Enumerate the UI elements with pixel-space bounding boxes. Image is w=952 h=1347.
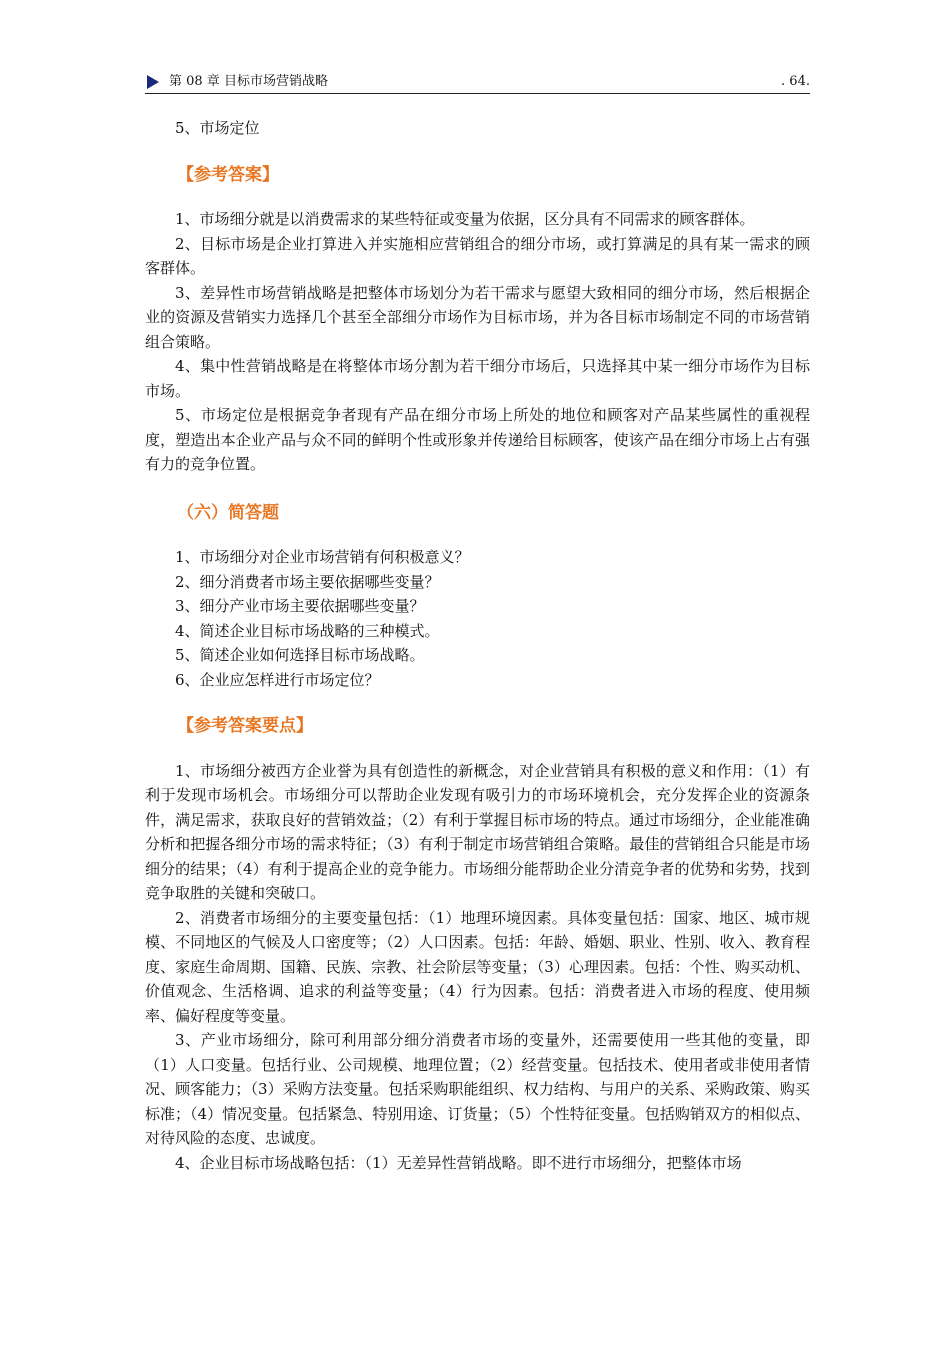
answer-paragraph: 3、差异性市场营销战略是把整体市场划分为若干需求与愿望大致相同的细分市场，然后根据企业的资源及营销实力选择几个甚至全部细分市场作为目标市场，并为各目标市场制定不同的市场营销组合策略。 [145, 283, 810, 351]
chapter-title: 第 08 章 目标市场营销战略 [169, 74, 328, 89]
answer-point-paragraph: 1、市场细分被西方企业誉为具有创造性的新概念，对企业营销具有积极的意义和作用：（1）有利于发现市场机会。市场细分可以帮助企业发现有吸引力的市场环境机会，充分发挥企业的资源条件，满足需求，获取良好的营销效益；（2）有利于掌握目标市场的特点。通过市场细分，企业能准确分析和把握各细分市场的需求特征；（3）有利于制定市场营销组合策略。最佳的营销组合只能是市场细分的结果；（4）有利于提高企业的竞争能力。市场细分能帮助企业分清竞争者的优势和劣势，找到竞争取胜的关键和突破口。 [145, 761, 810, 902]
top-item: 5、市场定位 [175, 119, 260, 137]
answer-point-paragraph: 4、企业目标市场战略包括：（1）无差异性营销战略。即不进行市场细分，把整体市场 [175, 1153, 742, 1172]
answer-point-paragraph: 2、消费者市场细分的主要变量包括：（1）地理环境因素。具体变量包括：国家、地区、城市规模、不同地区的气候及人口密度等；（2）人口因素。包括：年龄、婚姻、职业、性别、收入、教育程度、家庭生命周期、国籍、民族、宗教、社会阶层等变量；（3）心理因素。包括：个性、购买动机、价值观念、生活格调、追求的利益等变量；（4）行为因素。包括：消费者进入市场的程度、使用频率、偏好程度等变量。 [145, 908, 810, 1025]
answer-paragraph: 4、集中性营销战略是在将整体市场分割为若干细分市场后，只选择其中某一细分市场作为目标市场。 [145, 357, 810, 400]
answer-point-paragraph: 3、产业市场细分，除可利用部分细分消费者市场的变量外，还需要使用一些其他的变量，即（1）人口变量。包括行业、公司规模、地理位置；（2）经营变量。包括技术、使用者或非使用者情况、顾客能力；（3）采购方法变量。包括采购职能组织、权力结构、与用户的关系、采购政策、购买标准；（4）情况变量。包括紧急、特别用途、订货量；（5）个性特征变量。包括购销双方的相似点、对待风险的态度、忠诚度。 [145, 1031, 810, 1147]
page-header [145, 71, 810, 94]
question-item: 4、简述企业目标市场战略的三种模式。 [175, 621, 440, 640]
answer-paragraph: 5、市场定位是根据竞争者现有产品在细分市场上所处的地位和顾客对产品某些属性的重视程度，塑造出本企业产品与众不同的鲜明个性或形象并传递给目标顾客，使该产品在细分市场上占有强有力的竞争位置。 [145, 406, 810, 473]
answer-paragraph: 2、目标市场是企业打算进入并实施相应营销组合的细分市场，或打算满足的具有某一需求的顾客群体。 [145, 234, 810, 277]
question-item: 1、市场细分对企业市场营销有何积极意义？ [175, 548, 470, 566]
question-item: 2、细分消费者市场主要依据哪些变量？ [175, 572, 440, 591]
section-heading-answers: 【参考答案】 [177, 164, 279, 185]
triangle-marker-icon [147, 75, 159, 89]
question-item: 3、细分产业市场主要依据哪些变量？ [175, 597, 425, 615]
section-heading-answer-points: 【参考答案要点】 [177, 716, 313, 736]
question-item: 6、企业应怎样进行市场定位？ [175, 670, 380, 689]
section-heading-short-answer: （六）简答题 [177, 502, 279, 523]
page-number: . 64. [781, 74, 810, 89]
answer-paragraph: 1、市场细分就是以消费需求的某些特征或变量为依据，区分具有不同需求的顾客群体。 [175, 210, 755, 228]
page-content [145, 116, 810, 1175]
question-item: 5、简述企业如何选择目标市场战略。 [175, 646, 425, 664]
